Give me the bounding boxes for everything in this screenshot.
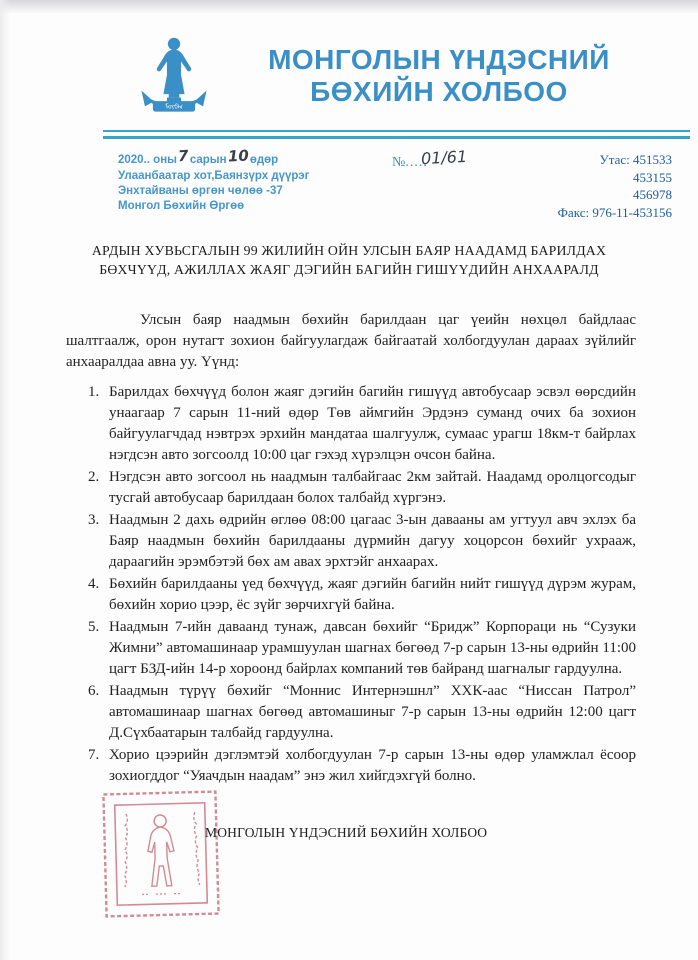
date-day-word: өдөр xyxy=(249,154,279,166)
address-line-city: Улаанбаатар хот,Баянзүрх дүүрэг xyxy=(118,169,310,182)
address-line-street: Энхтайваны өргөн чөлөө -37 xyxy=(118,184,283,197)
official-red-stamp-icon xyxy=(101,789,220,918)
document-title xyxy=(40,241,658,280)
address-line-building: Монгол Бөхийн Өргөө xyxy=(118,200,245,213)
list-item: Наадмын 7-ийн даваанд тунаж, давсан бөхийг “Бридж” Корпораци нь “Сузуки Жимни” автомашинаар урамшуулан шагнах бөгөөд 7-р сарын 13-ны өдрийн 11:00 цагт БЗД-ийн 14-р хороонд байрлах компаний төв байранд шагналыг гардуулна. xyxy=(109,618,636,677)
signature-block xyxy=(0,791,698,941)
address-block xyxy=(118,146,310,214)
signature-org-name: МОНГОЛЫН ҮНДЭСНИЙ БӨХИЙН ХОЛБОО xyxy=(205,824,488,840)
contact-block xyxy=(558,151,672,221)
document-number xyxy=(392,146,468,171)
org-title-line2: БӨХИЙН ХОЛБОО xyxy=(310,76,568,108)
date-year: 2020.. оны xyxy=(118,154,177,166)
list-item: Нэгдсэн авто зогсоол нь наадмын талбайгаас 2км зайтай. Наадамд оролцогсодыг тусгай автобусаар барилдаан болох талбайд хүргэнэ. xyxy=(109,468,636,506)
document-title-line1: АРДЫН ХУВЬСГАЛЫН 99 ЖИЛИЙН ОЙН УЛСЫН БАЯР НААДАМД БАРИЛДАХ xyxy=(91,243,607,258)
phone-line-2: 453155 xyxy=(633,169,672,185)
phone-line-1: Утас: 451533 xyxy=(599,152,672,167)
letter-meta xyxy=(0,146,698,220)
list-item: Бөхийн барилдааны үед бөхчүүд, жаяг дэгийн багийн нийт гишүүд дүрэм журам, бөхийн хорио цээр, ёс зүйг зөрчихгүй байна. xyxy=(109,575,636,613)
list-item: Барилдах бөхчүүд болон жаяг дэгийн багийн гишүүд автобусаар эсвэл өөрсдийн унаагаар 7 сарын 11-ний өдөр Төв аймгийн Эрдэнэ суманд очих ба зохион байгуулагчдад нэвтрэх эрхийн мандатаа шалгуулж, сумаас урагш 18км-т байрлах нэгдсэн авто зогсоолд 10:00 цаг гэхэд хүрэлцэн очсон байна. xyxy=(109,383,636,463)
list-item: Наадмын түрүү бөхийг “Моннис Интернэшнл” ХХК-аас “Ниссан Патрол” автомашинаар шагнах бөгөөд автомашиныг 7-р сарын 13-ны өдрийн 12:00 цагт Д.Сүхбаатарын талбайд гардуулна. xyxy=(109,682,636,741)
intro-paragraph: Улсын баяр наадмын бөхийн барилдаан цаг үеийн нөхцөл байдлаас шалтгаалж, орон нутагт зохион байгуулагдаж байгаатай холбогдуулан дараах зүйлийг анхааралдаа авна уу. Үүнд: xyxy=(66,311,636,370)
list-item: Наадмын 2 дахь өдрийн өглөө 08:00 цагаас 3-ын давааны ам угтуул авч эхлэх ба Баяр наадмын бөхийн барилдааны дүрмийн дагуу хоцорсон бөхийг ухрааж, дараагийн эрэмбэтэй бөх ам авах эрхтэйг анхаарах. xyxy=(109,511,636,570)
fax-line: Факс: 976-11-453156 xyxy=(557,204,672,220)
document-title-line2: БӨХЧҮҮД, АЖИЛЛАХ ЖАЯГ ДЭГИЙН БАГИЙН ГИШҮҮДИЙН АНХААРАЛД xyxy=(99,262,599,278)
date-month-word: сарын xyxy=(189,154,227,166)
number-symbol: № xyxy=(392,155,406,170)
svg-text:ᠮᠦᠪᠬ: ᠮᠦᠪᠬ xyxy=(165,102,183,112)
letterhead xyxy=(0,0,698,124)
org-title xyxy=(220,36,658,108)
number-dots: ..... xyxy=(405,155,428,170)
phone-line-3: 456978 xyxy=(633,187,672,203)
handwritten-doc-number: 01/61 xyxy=(420,146,468,169)
list-item: Хорио цээрийн дэглэмтэй холбогдуулан 7-р сарын 13-ны өдөр уламжлал ёсоор зохиогддог “Уяачдын наадам” энэ жил хийгдэхгүй болно. xyxy=(109,746,636,784)
wrestler-emblem-icon xyxy=(128,36,220,124)
date-line xyxy=(118,146,309,169)
letterhead-divider xyxy=(103,130,690,139)
handwritten-date: 10 xyxy=(227,146,250,166)
handwritten-day: 7 xyxy=(177,146,190,166)
instruction-list xyxy=(88,382,636,787)
org-title-line1: МОНГОЛЫН ҮНДЭСНИЙ xyxy=(268,44,610,75)
